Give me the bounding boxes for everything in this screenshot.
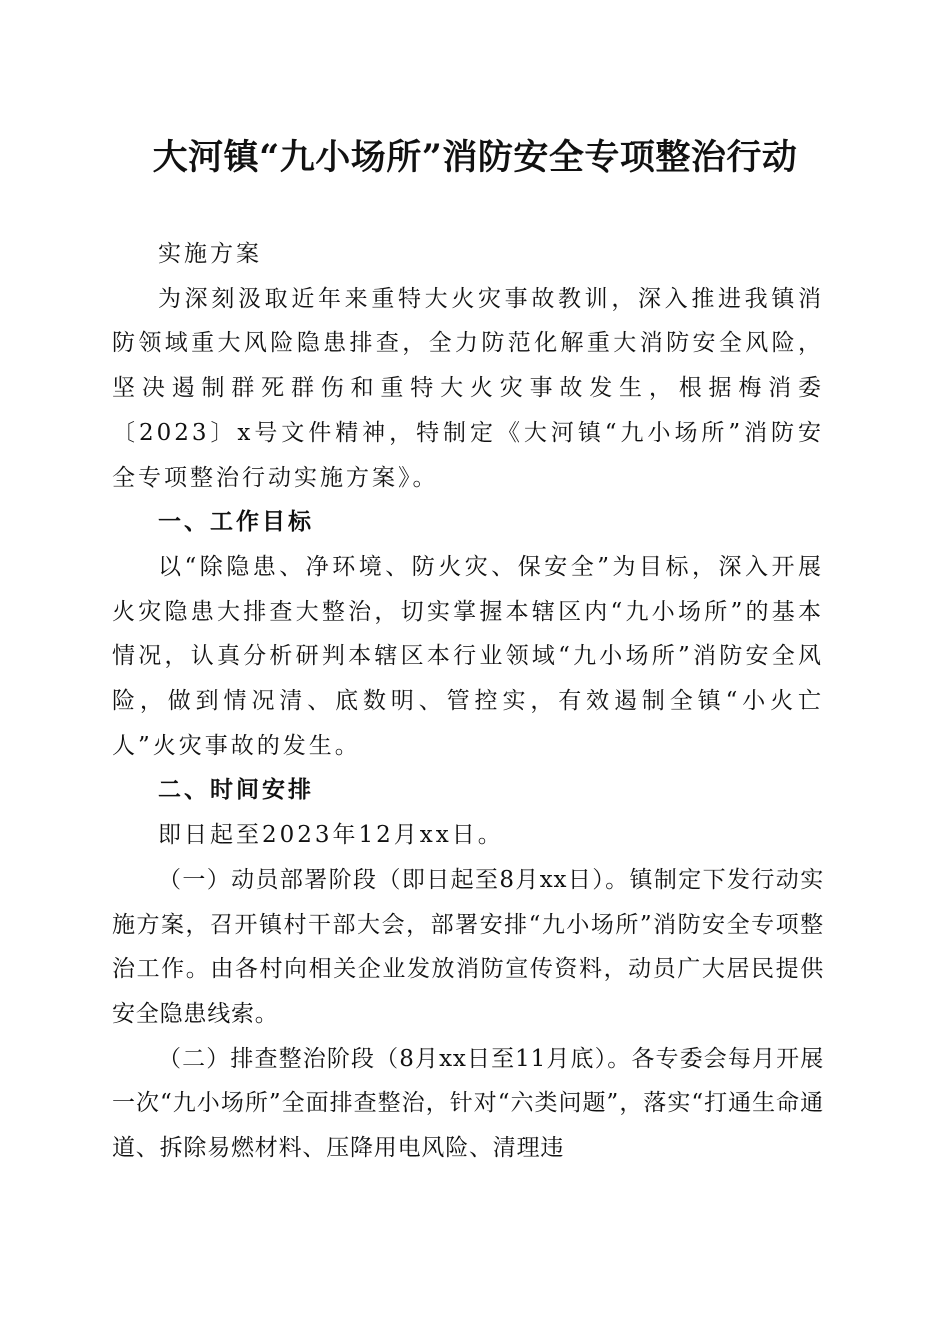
section-heading-goals: 一、工作目标	[158, 509, 314, 536]
phase-one-paragraph: （一）动员部署阶段（即日起至8月xx日）。镇制定下发行动实施方案，召开镇村干部大会，部署安排“九小场所”消防安全专项整治工作。由各村向相关企业发放消防宣传资料，动员广大居民提供安全隐患线索。	[112, 866, 824, 1027]
section-heading-schedule: 二、时间安排	[158, 777, 314, 804]
intro-paragraph: 为深刻汲取近年来重特大火灾事故教训，深入推进我镇消防领域重大风险隐患排查，全力防范化解重大消防安全风险，坚决遏制群死群伤和重特大火灾事故发生，根据梅消委〔2023〕x号文件精神，特制定《大河镇“九小场所”消防安全专项整治行动实施方案》。	[112, 285, 824, 491]
document-title: 大河镇“九小场所”消防安全专项整治行动	[152, 137, 798, 178]
document-body	[112, 232, 824, 1171]
phase-two-paragraph: （二）排查整治阶段（8月xx日至11月底）。各专委会每月开展一次“九小场所”全面排查整治，针对“六类问题”，落实“打通生命通道、拆除易燃材料、压降用电风险、清理违	[112, 1045, 824, 1162]
schedule-paragraph: 即日起至2023年12月xx日。	[158, 822, 504, 849]
goals-paragraph: 以“除隐患、净环境、防火灾、保安全”为目标，深入开展火灾隐患大排查大整治，切实掌握本辖区内“九小场所”的基本情况，认真分析研判本辖区本行业领域“九小场所”消防安全风险，做到情况清、底数明、管控实，有效遏制全镇“小火亡人”火灾事故的发生。	[112, 553, 824, 759]
document-subtitle: 实施方案	[158, 241, 262, 267]
